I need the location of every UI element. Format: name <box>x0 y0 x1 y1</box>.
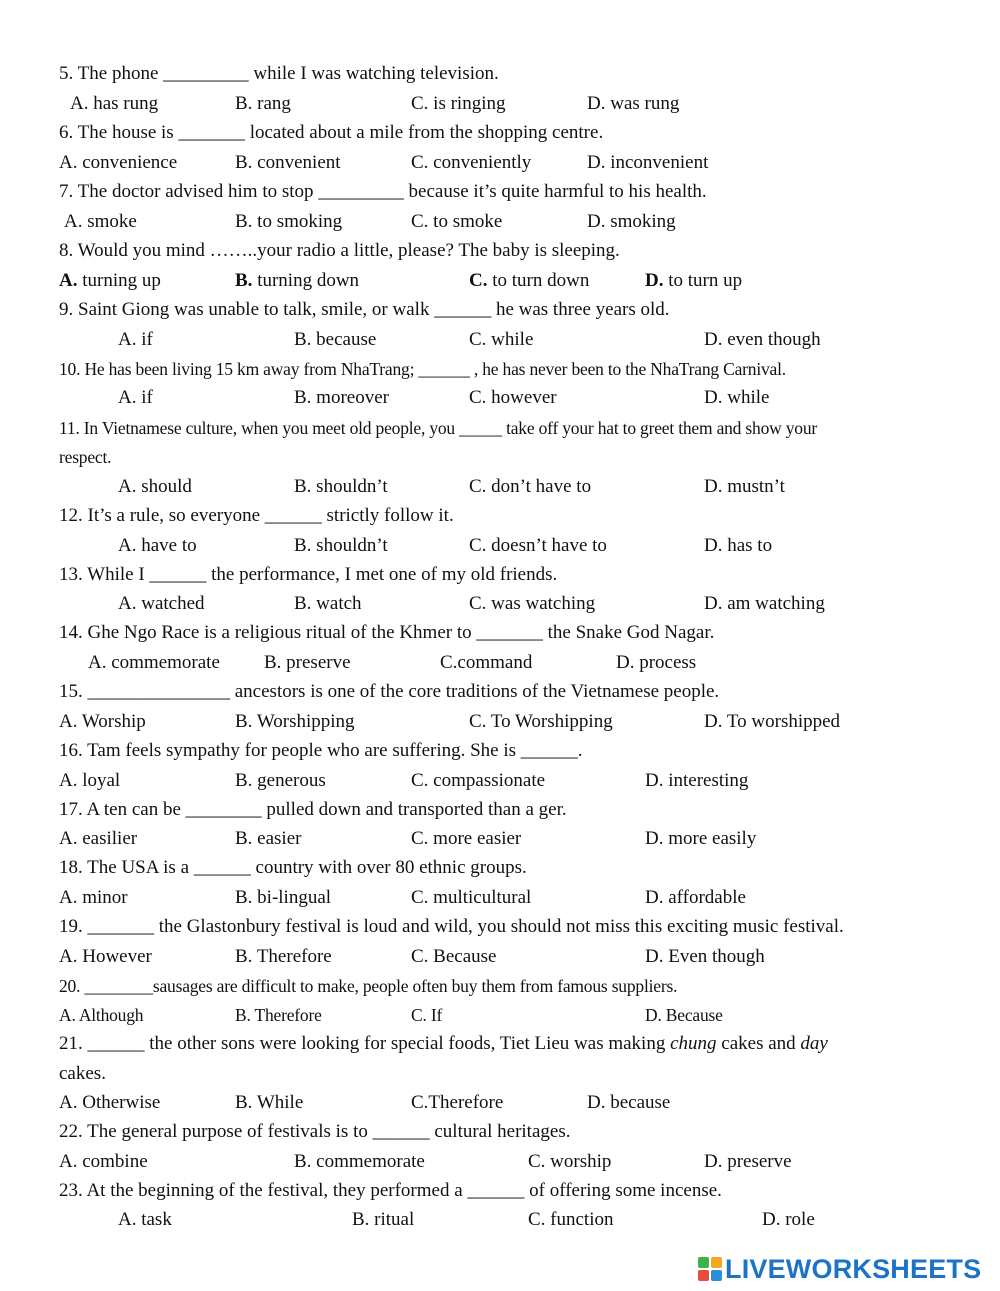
option-8d-letter: D. <box>645 270 664 291</box>
option-8c-letter: C. <box>469 270 488 291</box>
option-15c[interactable]: C. To Worshipping <box>469 711 613 732</box>
option-18d[interactable]: D. affordable <box>645 887 746 908</box>
option-16b[interactable]: B. generous <box>235 770 326 791</box>
option-12d[interactable]: D. has to <box>704 535 773 556</box>
option-12b[interactable]: B. shouldn’t <box>294 535 388 556</box>
option-14d[interactable]: D. process <box>616 652 697 673</box>
question-17-stem: 17. A ten can be ________ pulled down and transported than a ger. <box>59 799 567 820</box>
option-8b-text: turning down <box>257 270 360 291</box>
option-18c[interactable]: C. multicultural <box>411 887 532 908</box>
option-6b[interactable]: B. convenient <box>235 152 341 173</box>
option-7d[interactable]: D. smoking <box>587 211 676 232</box>
option-17a[interactable]: A. easilier <box>59 828 138 849</box>
option-21a[interactable]: A. Otherwise <box>59 1092 161 1113</box>
option-16a[interactable]: A. loyal <box>59 770 121 791</box>
option-16d[interactable]: D. interesting <box>645 770 749 791</box>
option-20b[interactable]: B. Therefore <box>235 1005 322 1025</box>
question-12-stem: 12. It’s a rule, so everyone ______ strictly follow it. <box>59 505 454 526</box>
option-5a[interactable]: A. has rung <box>70 93 159 114</box>
option-22a[interactable]: A. combine <box>59 1151 148 1172</box>
option-13b[interactable]: B. watch <box>294 593 362 614</box>
question-21-word-chung: chung <box>670 1033 717 1054</box>
question-8-stem: 8. Would you mind ……..your radio a little, please? The baby is sleeping. <box>59 240 620 261</box>
option-6c[interactable]: C. conveniently <box>411 152 532 173</box>
option-8c[interactable] <box>469 269 589 293</box>
question-16-stem: 16. Tam feels sympathy for people who are suffering. She is ______. <box>59 740 583 761</box>
option-12c[interactable]: C. doesn’t have to <box>469 535 607 556</box>
option-22b[interactable]: B. commemorate <box>294 1151 425 1172</box>
option-22d[interactable]: D. preserve <box>704 1151 792 1172</box>
option-21b[interactable]: B. While <box>235 1092 304 1113</box>
question-11-stem-cont: respect. <box>59 447 112 467</box>
option-18a[interactable]: A. minor <box>59 887 128 908</box>
option-7b[interactable]: B. to smoking <box>235 211 343 232</box>
option-18b[interactable]: B. bi-lingual <box>235 887 332 908</box>
option-20d[interactable]: D. Because <box>645 1005 723 1025</box>
question-9-stem: 9. Saint Giong was unable to talk, smile, or walk ______ he was three years old. <box>59 299 670 320</box>
option-23b[interactable]: B. ritual <box>352 1209 415 1230</box>
liveworksheets-logo[interactable] <box>698 1253 981 1285</box>
option-17b[interactable]: B. easier <box>235 828 302 849</box>
option-11c[interactable]: C. don’t have to <box>469 476 592 497</box>
question-14-stem: 14. Ghe Ngo Race is a religious ritual of the Khmer to _______ the Snake God Nagar. <box>59 622 715 643</box>
question-15-stem: 15. _______________ ancestors is one of the core traditions of the Vietnamese people. <box>59 681 720 702</box>
question-6-stem: 6. The house is _______ located about a mile from the shopping centre. <box>59 122 604 143</box>
option-13c[interactable]: C. was watching <box>469 593 596 614</box>
option-16c[interactable]: C. compassionate <box>411 770 546 791</box>
option-12a[interactable]: A. have to <box>118 535 197 556</box>
option-5c[interactable]: C. is ringing <box>411 93 506 114</box>
option-23c[interactable]: C. function <box>528 1209 614 1230</box>
option-10a[interactable]: A. if <box>118 387 153 408</box>
option-15a[interactable]: A. Worship <box>59 711 146 732</box>
option-6a[interactable]: A. convenience <box>59 152 178 173</box>
option-19c[interactable]: C. Because <box>411 946 497 967</box>
option-6d[interactable]: D. inconvenient <box>587 152 709 173</box>
question-21-stem-cont: cakes. <box>59 1063 106 1084</box>
option-21d[interactable]: D. because <box>587 1092 671 1113</box>
liveworksheets-logo-icon <box>698 1257 722 1281</box>
option-10b[interactable]: B. moreover <box>294 387 389 408</box>
option-21c[interactable]: C.Therefore <box>411 1092 504 1113</box>
option-9c[interactable]: C. while <box>469 329 534 350</box>
option-19d[interactable]: D. Even though <box>645 946 765 967</box>
option-9d[interactable]: D. even though <box>704 329 821 350</box>
option-23a[interactable]: A. task <box>118 1209 172 1230</box>
option-8d[interactable] <box>645 269 742 293</box>
option-17d[interactable]: D. more easily <box>645 828 757 849</box>
option-11d[interactable]: D. mustn’t <box>704 476 785 497</box>
option-9b[interactable]: B. because <box>294 329 377 350</box>
option-19b[interactable]: B. Therefore <box>235 946 332 967</box>
option-8d-text: to turn up <box>668 270 743 291</box>
option-22c[interactable]: C. worship <box>528 1151 612 1172</box>
question-7-stem: 7. The doctor advised him to stop _________ because it’s quite harmful to his health. <box>59 181 707 202</box>
question-11-stem: 11. In Vietnamese culture, when you meet old people, you _____ take off your hat to greet them and show your <box>59 418 818 438</box>
option-8b-letter: B. <box>235 270 253 291</box>
option-10c[interactable]: C. however <box>469 387 557 408</box>
question-23-stem: 23. At the beginning of the festival, they performed a ______ of offering some incense. <box>59 1180 722 1201</box>
question-13-stem: 13. While I ______ the performance, I met one of my old friends. <box>59 564 558 585</box>
question-21-word-day: day <box>800 1033 828 1054</box>
option-5d[interactable]: D. was rung <box>587 93 680 114</box>
option-13d[interactable]: D. am watching <box>704 593 825 614</box>
option-14b[interactable]: B. preserve <box>264 652 351 673</box>
option-23d[interactable]: D. role <box>762 1209 815 1230</box>
option-15b[interactable]: B. Worshipping <box>235 711 355 732</box>
option-8a[interactable] <box>59 269 161 293</box>
liveworksheets-brand-text: LIVEWORKSHEETS <box>725 1253 982 1284</box>
option-20c[interactable]: C. If <box>411 1005 443 1025</box>
option-8a-text: turning up <box>82 270 161 291</box>
question-10-stem: 10. He has been living 15 km away from NhaTrang; ______ , he has never been to the NhaTrang Carnival. <box>59 359 786 379</box>
option-8b[interactable] <box>235 269 359 293</box>
question-22-stem: 22. The general purpose of festivals is to ______ cultural heritages. <box>59 1121 571 1142</box>
option-15d[interactable]: D. To worshipped <box>704 711 841 732</box>
option-14c[interactable]: C.command <box>440 652 533 673</box>
option-7c[interactable]: C. to smoke <box>411 211 503 232</box>
option-11b[interactable]: B. shouldn’t <box>294 476 388 497</box>
question-21-stem <box>59 1032 828 1056</box>
option-8a-letter: A. <box>59 270 78 291</box>
option-20a[interactable]: A. Although <box>59 1005 144 1025</box>
option-11a[interactable]: A. should <box>118 476 192 497</box>
question-5-stem: 5. The phone _________ while I was watching television. <box>59 63 499 84</box>
option-8c-text: to turn down <box>492 270 590 291</box>
option-5b[interactable]: B. rang <box>235 93 291 114</box>
option-13a[interactable]: A. watched <box>118 593 205 614</box>
option-9a[interactable]: A. if <box>118 329 153 350</box>
option-7a[interactable]: A. smoke <box>64 211 137 232</box>
question-21-stem-part2: cakes and <box>716 1033 801 1054</box>
option-17c[interactable]: C. more easier <box>411 828 522 849</box>
question-20-stem: 20. ________sausages are difficult to make, people often buy them from famous suppliers. <box>59 976 678 996</box>
option-19a[interactable]: A. However <box>59 946 152 967</box>
option-14a[interactable]: A. commemorate <box>88 652 220 673</box>
question-18-stem: 18. The USA is a ______ country with over 80 ethnic groups. <box>59 857 527 878</box>
question-21-stem-part1: 21. ______ the other sons were looking for special foods, Tiet Lieu was making <box>59 1033 671 1054</box>
option-10d[interactable]: D. while <box>704 387 770 408</box>
question-19-stem: 19. _______ the Glastonbury festival is loud and wild, you should not miss this exciting music festival. <box>59 916 844 937</box>
